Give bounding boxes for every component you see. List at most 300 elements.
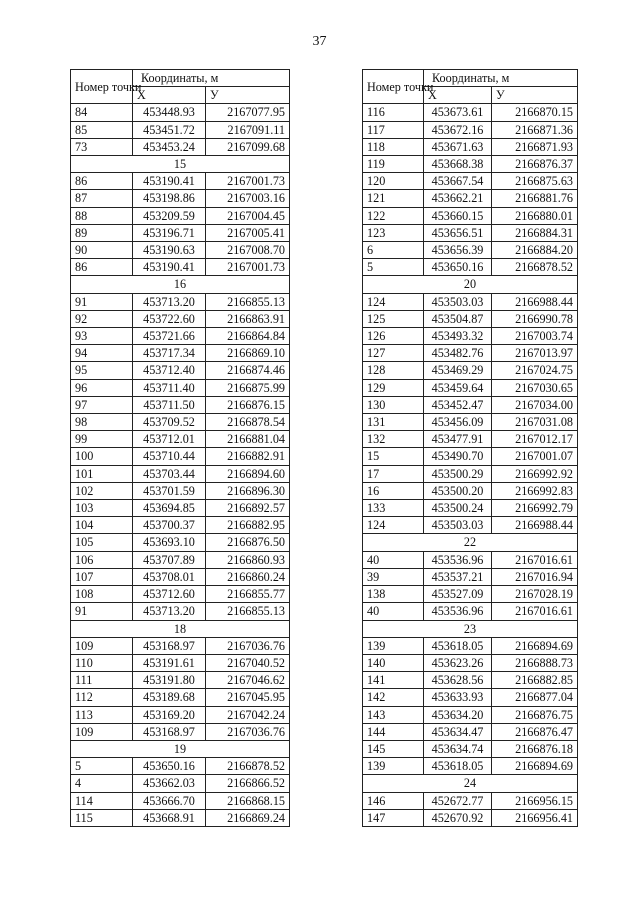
point-number-cell: 112 — [71, 689, 133, 706]
table-row — [363, 482, 578, 499]
point-number-cell: 91 — [71, 293, 133, 310]
point-number-cell: 94 — [71, 345, 133, 362]
y-coordinate-cell: 2166988.44 — [492, 293, 578, 310]
point-number-cell: 130 — [363, 396, 424, 413]
y-coordinate-cell: 2167045.95 — [206, 689, 290, 706]
point-number-cell: 109 — [71, 723, 133, 740]
header-coordinates: Координаты, м — [133, 70, 290, 87]
y-coordinate-cell: 2166896.30 — [206, 482, 290, 499]
table-row — [363, 362, 578, 379]
y-coordinate-cell: 2166894.60 — [206, 465, 290, 482]
group-row — [363, 620, 578, 637]
table-row — [71, 379, 290, 396]
table-row — [71, 672, 290, 689]
y-coordinate-cell: 2166992.92 — [492, 465, 578, 482]
table-row — [71, 603, 290, 620]
x-coordinate-cell: 453191.61 — [133, 654, 206, 671]
x-coordinate-cell: 453503.03 — [424, 517, 492, 534]
x-coordinate-cell: 453666.70 — [133, 792, 206, 809]
y-coordinate-cell: 2166878.52 — [492, 259, 578, 276]
point-number-cell: 119 — [363, 156, 424, 173]
group-row — [363, 775, 578, 792]
point-number-cell: 147 — [363, 809, 424, 826]
point-number-cell: 131 — [363, 414, 424, 431]
point-number-cell: 100 — [71, 448, 133, 465]
x-coordinate-cell: 453536.96 — [424, 603, 492, 620]
y-coordinate-cell: 2166855.77 — [206, 586, 290, 603]
group-row — [363, 276, 578, 293]
y-coordinate-cell: 2166990.78 — [492, 310, 578, 327]
y-coordinate-cell: 2166877.04 — [492, 689, 578, 706]
header-y: У — [492, 87, 578, 104]
x-coordinate-cell: 453708.01 — [133, 568, 206, 585]
table-row — [71, 792, 290, 809]
point-number-cell: 120 — [363, 173, 424, 190]
y-coordinate-cell: 2167031.08 — [492, 414, 578, 431]
y-coordinate-cell: 2166866.52 — [206, 775, 290, 792]
y-coordinate-cell: 2166956.41 — [492, 809, 578, 826]
x-coordinate-cell: 453707.89 — [133, 551, 206, 568]
y-coordinate-cell: 2167001.73 — [206, 259, 290, 276]
table-row — [71, 482, 290, 499]
table-row — [71, 586, 290, 603]
table-row — [71, 121, 290, 138]
table-row — [363, 723, 578, 740]
y-coordinate-cell: 2166876.50 — [206, 534, 290, 551]
point-number-cell: 6 — [363, 242, 424, 259]
group-row — [71, 620, 290, 637]
table-row — [363, 156, 578, 173]
x-coordinate-cell: 453650.16 — [424, 259, 492, 276]
y-coordinate-cell: 2166992.79 — [492, 500, 578, 517]
table-row — [363, 706, 578, 723]
table-row — [71, 654, 290, 671]
table-row — [71, 551, 290, 568]
point-number-cell: 127 — [363, 345, 424, 362]
table-row — [71, 448, 290, 465]
x-coordinate-cell: 453656.39 — [424, 242, 492, 259]
group-label: 20 — [363, 276, 578, 293]
x-coordinate-cell: 453477.91 — [424, 431, 492, 448]
y-coordinate-cell: 2166878.52 — [206, 758, 290, 775]
y-coordinate-cell: 2166876.18 — [492, 740, 578, 757]
table-row — [363, 190, 578, 207]
group-label: 22 — [363, 534, 578, 551]
point-number-cell: 138 — [363, 586, 424, 603]
x-coordinate-cell: 453710.44 — [133, 448, 206, 465]
y-coordinate-cell: 2166878.54 — [206, 414, 290, 431]
y-coordinate-cell: 2167003.74 — [492, 328, 578, 345]
table-row — [363, 758, 578, 775]
point-number-cell: 90 — [71, 242, 133, 259]
table-row — [363, 207, 578, 224]
y-coordinate-cell: 2166884.20 — [492, 242, 578, 259]
point-number-cell: 123 — [363, 224, 424, 241]
x-coordinate-cell: 453469.29 — [424, 362, 492, 379]
x-coordinate-cell: 453668.38 — [424, 156, 492, 173]
x-coordinate-cell: 453721.66 — [133, 328, 206, 345]
group-label: 18 — [71, 620, 290, 637]
table-row — [363, 448, 578, 465]
point-number-cell: 133 — [363, 500, 424, 517]
point-number-cell: 129 — [363, 379, 424, 396]
x-coordinate-cell: 453634.47 — [424, 723, 492, 740]
x-coordinate-cell: 453703.44 — [133, 465, 206, 482]
y-coordinate-cell: 2166880.01 — [492, 207, 578, 224]
point-number-cell: 102 — [71, 482, 133, 499]
table-row — [363, 672, 578, 689]
table-row — [363, 224, 578, 241]
table-row — [363, 431, 578, 448]
x-coordinate-cell: 453190.41 — [133, 173, 206, 190]
group-row — [71, 740, 290, 757]
x-coordinate-cell: 453662.03 — [133, 775, 206, 792]
table-row — [71, 104, 290, 121]
x-coordinate-cell: 453190.41 — [133, 259, 206, 276]
point-number-cell: 140 — [363, 654, 424, 671]
point-number-cell: 40 — [363, 603, 424, 620]
x-coordinate-cell: 453209.59 — [133, 207, 206, 224]
y-coordinate-cell: 2166881.76 — [492, 190, 578, 207]
x-coordinate-cell: 453189.68 — [133, 689, 206, 706]
page-number: 37 — [312, 34, 327, 49]
table-row — [71, 190, 290, 207]
table-row — [363, 328, 578, 345]
point-number-cell: 86 — [71, 259, 133, 276]
table-row — [71, 362, 290, 379]
x-coordinate-cell: 453503.03 — [424, 293, 492, 310]
x-coordinate-cell: 453618.05 — [424, 637, 492, 654]
x-coordinate-cell: 453634.20 — [424, 706, 492, 723]
x-coordinate-cell: 453712.01 — [133, 431, 206, 448]
y-coordinate-cell: 2166876.75 — [492, 706, 578, 723]
table-row — [363, 345, 578, 362]
x-coordinate-cell: 453660.15 — [424, 207, 492, 224]
y-coordinate-cell: 2167016.94 — [492, 568, 578, 585]
point-number-cell: 91 — [71, 603, 133, 620]
group-label: 24 — [363, 775, 578, 792]
table-row — [363, 465, 578, 482]
table-row — [363, 104, 578, 121]
y-coordinate-cell: 2167030.65 — [492, 379, 578, 396]
y-coordinate-cell: 2166875.63 — [492, 173, 578, 190]
point-number-cell: 86 — [71, 173, 133, 190]
table-row — [71, 517, 290, 534]
x-coordinate-cell: 453456.09 — [424, 414, 492, 431]
y-coordinate-cell: 2166868.15 — [206, 792, 290, 809]
y-coordinate-cell: 2166894.69 — [492, 758, 578, 775]
y-coordinate-cell: 2167034.00 — [492, 396, 578, 413]
x-coordinate-cell: 453673.61 — [424, 104, 492, 121]
point-number-cell: 109 — [71, 637, 133, 654]
y-coordinate-cell: 2166870.15 — [492, 104, 578, 121]
y-coordinate-cell: 2167099.68 — [206, 138, 290, 155]
header-point-number: Номер точки — [363, 70, 424, 104]
x-coordinate-cell: 453536.96 — [424, 551, 492, 568]
y-coordinate-cell: 2166888.73 — [492, 654, 578, 671]
point-number-cell: 15 — [363, 448, 424, 465]
point-number-cell: 106 — [71, 551, 133, 568]
table-row — [363, 551, 578, 568]
coordinates-table-left — [70, 69, 290, 827]
table-row — [363, 689, 578, 706]
y-coordinate-cell: 2166863.91 — [206, 310, 290, 327]
group-label: 15 — [71, 156, 290, 173]
header-coordinates: Координаты, м — [424, 70, 578, 87]
x-coordinate-cell: 453722.60 — [133, 310, 206, 327]
table-row — [71, 465, 290, 482]
point-number-cell: 139 — [363, 637, 424, 654]
x-coordinate-cell: 453493.32 — [424, 328, 492, 345]
x-coordinate-cell: 453198.86 — [133, 190, 206, 207]
group-label: 16 — [71, 276, 290, 293]
x-coordinate-cell: 453618.05 — [424, 758, 492, 775]
y-coordinate-cell: 2167016.61 — [492, 603, 578, 620]
table-row — [363, 568, 578, 585]
point-number-cell: 98 — [71, 414, 133, 431]
point-number-cell: 145 — [363, 740, 424, 757]
table-row — [71, 568, 290, 585]
point-number-cell: 107 — [71, 568, 133, 585]
x-coordinate-cell: 453168.97 — [133, 723, 206, 740]
table-row — [71, 809, 290, 826]
x-coordinate-cell: 453633.93 — [424, 689, 492, 706]
point-number-cell: 85 — [71, 121, 133, 138]
point-number-cell: 128 — [363, 362, 424, 379]
y-coordinate-cell: 2167013.97 — [492, 345, 578, 362]
point-number-cell: 95 — [71, 362, 133, 379]
point-number-cell: 110 — [71, 654, 133, 671]
point-number-cell: 16 — [363, 482, 424, 499]
group-row — [363, 534, 578, 551]
y-coordinate-cell: 2167024.75 — [492, 362, 578, 379]
x-coordinate-cell: 453709.52 — [133, 414, 206, 431]
x-coordinate-cell: 453662.21 — [424, 190, 492, 207]
x-coordinate-cell: 453537.21 — [424, 568, 492, 585]
point-number-cell: 142 — [363, 689, 424, 706]
group-label: 19 — [71, 740, 290, 757]
point-number-cell: 139 — [363, 758, 424, 775]
x-coordinate-cell: 453694.85 — [133, 500, 206, 517]
y-coordinate-cell: 2166869.24 — [206, 809, 290, 826]
y-coordinate-cell: 2167003.16 — [206, 190, 290, 207]
x-coordinate-cell: 453650.16 — [133, 758, 206, 775]
point-number-cell: 5 — [363, 259, 424, 276]
table-row — [363, 637, 578, 654]
table-row — [363, 242, 578, 259]
table-row — [363, 500, 578, 517]
point-number-cell: 73 — [71, 138, 133, 155]
point-number-cell: 114 — [71, 792, 133, 809]
point-number-cell: 118 — [363, 138, 424, 155]
y-coordinate-cell: 2166992.83 — [492, 482, 578, 499]
x-coordinate-cell: 453712.40 — [133, 362, 206, 379]
point-number-cell: 40 — [363, 551, 424, 568]
point-number-cell: 121 — [363, 190, 424, 207]
x-coordinate-cell: 453693.10 — [133, 534, 206, 551]
table-row — [71, 534, 290, 551]
y-coordinate-cell: 2166876.37 — [492, 156, 578, 173]
x-coordinate-cell: 453448.93 — [133, 104, 206, 121]
group-row — [71, 156, 290, 173]
x-coordinate-cell: 453667.54 — [424, 173, 492, 190]
table-row — [71, 259, 290, 276]
table-body-right — [363, 104, 578, 827]
point-number-cell: 117 — [363, 121, 424, 138]
point-number-cell: 89 — [71, 224, 133, 241]
x-coordinate-cell: 453634.74 — [424, 740, 492, 757]
table-row — [363, 396, 578, 413]
y-coordinate-cell: 2166956.15 — [492, 792, 578, 809]
y-coordinate-cell: 2166894.69 — [492, 637, 578, 654]
y-coordinate-cell: 2166882.85 — [492, 672, 578, 689]
point-number-cell: 103 — [71, 500, 133, 517]
table-row — [71, 431, 290, 448]
table-row — [71, 500, 290, 517]
x-coordinate-cell: 453713.20 — [133, 603, 206, 620]
y-coordinate-cell: 2167077.95 — [206, 104, 290, 121]
x-coordinate-cell: 453453.24 — [133, 138, 206, 155]
y-coordinate-cell: 2166876.47 — [492, 723, 578, 740]
x-coordinate-cell: 452670.92 — [424, 809, 492, 826]
point-number-cell: 115 — [71, 809, 133, 826]
x-coordinate-cell: 453711.40 — [133, 379, 206, 396]
point-number-cell: 143 — [363, 706, 424, 723]
y-coordinate-cell: 2166875.99 — [206, 379, 290, 396]
table-row — [71, 345, 290, 362]
y-coordinate-cell: 2166882.95 — [206, 517, 290, 534]
table-row — [363, 173, 578, 190]
x-coordinate-cell: 453527.09 — [424, 586, 492, 603]
x-coordinate-cell: 453451.72 — [133, 121, 206, 138]
x-coordinate-cell: 453168.97 — [133, 637, 206, 654]
point-number-cell: 132 — [363, 431, 424, 448]
y-coordinate-cell: 2167028.19 — [492, 586, 578, 603]
table-row — [71, 242, 290, 259]
x-coordinate-cell: 453500.20 — [424, 482, 492, 499]
point-number-cell: 146 — [363, 792, 424, 809]
table-row — [71, 138, 290, 155]
table-row — [71, 328, 290, 345]
y-coordinate-cell: 2167036.76 — [206, 723, 290, 740]
point-number-cell: 17 — [363, 465, 424, 482]
x-coordinate-cell: 453459.64 — [424, 379, 492, 396]
y-coordinate-cell: 2167046.62 — [206, 672, 290, 689]
x-coordinate-cell: 453711.50 — [133, 396, 206, 413]
table-row — [363, 517, 578, 534]
y-coordinate-cell: 2166871.93 — [492, 138, 578, 155]
table-row — [363, 259, 578, 276]
x-coordinate-cell: 453482.76 — [424, 345, 492, 362]
point-number-cell: 87 — [71, 190, 133, 207]
table-row — [363, 121, 578, 138]
point-number-cell: 108 — [71, 586, 133, 603]
table-row — [71, 414, 290, 431]
x-coordinate-cell: 453504.87 — [424, 310, 492, 327]
y-coordinate-cell: 2166874.46 — [206, 362, 290, 379]
point-number-cell: 111 — [71, 672, 133, 689]
table-row — [71, 224, 290, 241]
y-coordinate-cell: 2167016.61 — [492, 551, 578, 568]
point-number-cell: 5 — [71, 758, 133, 775]
table-row — [363, 654, 578, 671]
y-coordinate-cell: 2167040.52 — [206, 654, 290, 671]
y-coordinate-cell: 2167036.76 — [206, 637, 290, 654]
table-row — [71, 396, 290, 413]
y-coordinate-cell: 2166855.13 — [206, 603, 290, 620]
y-coordinate-cell: 2167005.41 — [206, 224, 290, 241]
x-coordinate-cell: 453628.56 — [424, 672, 492, 689]
table-row — [71, 310, 290, 327]
y-coordinate-cell: 2166892.57 — [206, 500, 290, 517]
y-coordinate-cell: 2166860.24 — [206, 568, 290, 585]
point-number-cell: 125 — [363, 310, 424, 327]
table-row — [71, 775, 290, 792]
point-number-cell: 124 — [363, 517, 424, 534]
point-number-cell: 144 — [363, 723, 424, 740]
x-coordinate-cell: 453169.20 — [133, 706, 206, 723]
x-coordinate-cell: 453490.70 — [424, 448, 492, 465]
header-y: У — [206, 87, 290, 104]
x-coordinate-cell: 453191.80 — [133, 672, 206, 689]
y-coordinate-cell: 2166988.44 — [492, 517, 578, 534]
point-number-cell: 88 — [71, 207, 133, 224]
table-row — [363, 792, 578, 809]
x-coordinate-cell: 453701.59 — [133, 482, 206, 499]
table-row — [71, 207, 290, 224]
table-row — [363, 379, 578, 396]
x-coordinate-cell: 453717.34 — [133, 345, 206, 362]
point-number-cell: 39 — [363, 568, 424, 585]
table-row — [71, 706, 290, 723]
point-number-cell: 93 — [71, 328, 133, 345]
table-row — [363, 809, 578, 826]
y-coordinate-cell: 2167012.17 — [492, 431, 578, 448]
x-coordinate-cell: 453500.29 — [424, 465, 492, 482]
y-coordinate-cell: 2167008.70 — [206, 242, 290, 259]
y-coordinate-cell: 2166876.15 — [206, 396, 290, 413]
point-number-cell: 124 — [363, 293, 424, 310]
table-row — [363, 310, 578, 327]
x-coordinate-cell: 453500.24 — [424, 500, 492, 517]
x-coordinate-cell: 453700.37 — [133, 517, 206, 534]
point-number-cell: 99 — [71, 431, 133, 448]
x-coordinate-cell: 453656.51 — [424, 224, 492, 241]
point-number-cell: 96 — [71, 379, 133, 396]
group-row — [71, 276, 290, 293]
y-coordinate-cell: 2167042.24 — [206, 706, 290, 723]
table-row — [363, 603, 578, 620]
point-number-cell: 122 — [363, 207, 424, 224]
point-number-cell: 101 — [71, 465, 133, 482]
y-coordinate-cell: 2167001.07 — [492, 448, 578, 465]
x-coordinate-cell: 453672.16 — [424, 121, 492, 138]
table-row — [363, 740, 578, 757]
point-number-cell: 141 — [363, 672, 424, 689]
table-row — [71, 293, 290, 310]
y-coordinate-cell: 2167091.11 — [206, 121, 290, 138]
table-body-left — [71, 104, 290, 827]
point-number-cell: 113 — [71, 706, 133, 723]
x-coordinate-cell: 453623.26 — [424, 654, 492, 671]
header-point-number: Номер точки — [71, 70, 133, 104]
x-coordinate-cell: 453190.63 — [133, 242, 206, 259]
table-row — [71, 689, 290, 706]
coordinates-table-right — [362, 69, 578, 827]
y-coordinate-cell: 2167001.73 — [206, 173, 290, 190]
x-coordinate-cell: 453452.47 — [424, 396, 492, 413]
point-number-cell: 126 — [363, 328, 424, 345]
